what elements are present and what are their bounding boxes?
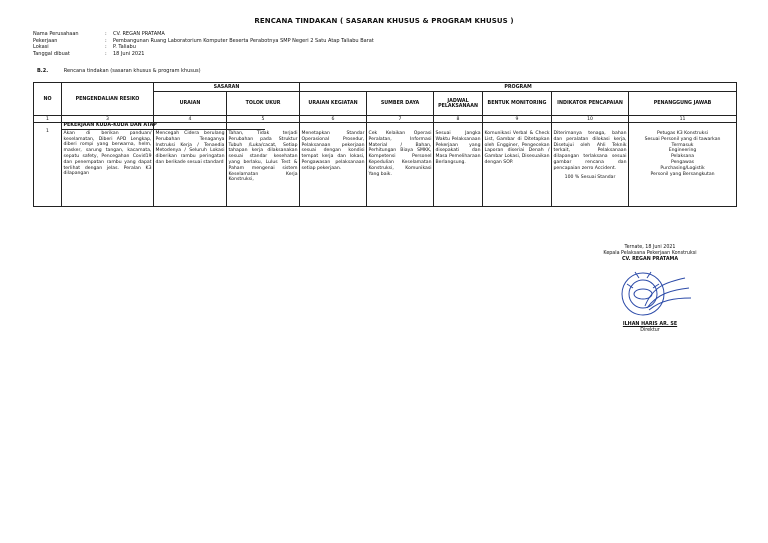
info-label: Tanggal dibuat [33, 50, 70, 57]
column-number: 7 [367, 116, 434, 123]
header-pengendalian: PENGENDALIAN RESIKO [62, 83, 154, 116]
cell-uraian-kegiatan [300, 123, 367, 207]
column-number: 1 [34, 116, 62, 123]
info-label: Nama Perusahaan [33, 31, 79, 37]
penanggung-item: Petugas K3 Konstruksi [657, 131, 708, 136]
column-number: 5 [227, 116, 300, 123]
column-number: 10 [552, 116, 629, 123]
cell-bentuk-monitoring [483, 123, 552, 207]
signature-block [560, 245, 740, 334]
penanggung-item: Personil yang Bersangkutan [650, 171, 715, 177]
tolok-ukur-text: Tahan, Tidak terjadi Perubahan pada Struktur Tubuh /Luka/cacat, Setiap tahapan kerja dilaksanakan sesuai standar kesehatan yang berlaku, Lulus Test & Paham mengenai sistem Keselamatan Kerja Konstruksi, [228, 131, 298, 183]
uraian-text: Mencegah Cidera berulang Perubahan Tenaganya Instruksi Kerja / Tenaedia Metodenya / Seluruh Lokasi diberikan rambu peringatan dan berikade sesuai standard [155, 131, 225, 165]
header-indikator: INDIKATOR PENCAPAIAN [552, 92, 629, 116]
signer-name: ILHAN HARIS AR. SE [622, 321, 678, 327]
info-row-date [33, 51, 374, 58]
indikator-text: Diterimanya tenaga, bahan dan peralatan dilokasi kerja, Disetujui oleh Ahli Teknik terkait, Pelaksanaan dilapangan terlaksana sesuai gambar rencana dan pencapaian zerro Accident. [553, 131, 627, 171]
header-uraian-kegiatan: URAIAN KEGIATAN [300, 92, 367, 116]
header-jadwal: JADWAL PELAKSANAAN [434, 92, 483, 116]
cell-uraian [154, 123, 227, 207]
cell-tolok-ukur [227, 123, 300, 207]
pengendalian-text: Akan di berikan panduan/ keselamatan, Diberi APD Lengkap, diberi rompi yang berwarna, helm, masker, sarung tangan, kacamata, sepatu safety, Pencegahan Covid19 dan penempatan rambu yang dapat terlihat dengan jelas. Peralan K3 dilapangan [63, 130, 152, 177]
column-number-row [34, 116, 737, 123]
header-sumber-daya: SUMBER DAYA [367, 92, 434, 116]
info-value: P. Taliabu [113, 44, 136, 51]
header-sasaran: SASARAN [154, 83, 300, 92]
row-subheading: PEKERJAAN KUDA-KUDA DAN ATAP [62, 123, 265, 130]
info-separator: : [105, 31, 107, 37]
bentuk-monitoring-text: Komunikasi Verbal & Check List, Gambar di Ditetapkan oleh Engginer, Pengecekan Laporan diseriai Denah / Gambar Lokasi, Disesuaikan dengan SOP. [484, 131, 550, 165]
header-uraian: URAIAN [154, 92, 227, 116]
info-value: Pembangunan Ruang Laboratorium Komputer Beserta Perabotnya SMP Negeri 2 Satu Atap Taliabu Barat [113, 37, 374, 44]
info-label: Lokasi [33, 44, 49, 51]
info-row-location [33, 44, 374, 51]
penanggung-item: Pengawas [670, 159, 695, 165]
signature-place-date: Ternate, 18 Juni 2021 [624, 245, 676, 250]
company-stamp [605, 264, 695, 324]
info-row-company [33, 31, 374, 38]
column-number: 11 [629, 116, 737, 123]
cell-indikator [552, 123, 629, 207]
uraian-kegiatan-text: Menetapkan Standar Operasional Prosedur, Pelaksanaan pekerjaan sesuai dengan kondisi tempat kerja dan lokasi, Pengawasan pelaksanaan setiap pekerjaan. [301, 131, 365, 171]
indikator-extra: 100 % Sesuai Standar [564, 174, 616, 180]
section-number: B.2. [37, 68, 49, 74]
penanggung-item: Engineering [668, 148, 697, 154]
penanggung-item: Sesuai Personil yang di tawarkan [644, 136, 721, 142]
penanggung-item: Termasuk [671, 142, 694, 148]
section-heading [37, 68, 201, 74]
cell-penanggung [629, 123, 737, 207]
column-number: 3 [62, 116, 154, 123]
signature-company: CV. REGAN PRATAMA [621, 257, 679, 263]
info-label: Pekerjaan [33, 37, 58, 44]
penanggung-item: Purchasing/Logistik [660, 165, 705, 171]
info-value: 18 Juni 2021 [113, 50, 145, 57]
column-number: 9 [483, 116, 552, 123]
header-tolok-ukur: TOLOK UKUR [227, 92, 300, 116]
info-separator: : [105, 50, 107, 57]
action-plan-table [33, 82, 737, 207]
header-program: PROGRAM [300, 83, 737, 92]
section-text: Rencana tindakan (sasaran khusus & program khusus) [63, 68, 201, 74]
cell-sumber-daya [367, 123, 434, 207]
table-row [34, 123, 737, 207]
info-separator: : [105, 44, 107, 51]
info-value: CV. REGAN PRATAMA [113, 31, 165, 37]
sumber-daya-text: Cek Kelaikan Operasi Peralatan, Informasi Material / Bahan, Perhitungan Biaya SMKK, Kompetensi Personel Kepedulian Keselamatan Konstruksi, Komunikasi Yang baik. [368, 131, 432, 177]
header-no: NO [34, 83, 62, 116]
penanggung-item: Pelaksana [670, 154, 695, 160]
column-number: 8 [434, 116, 483, 123]
signature-role: Kepala Pelaksana Pekerjaan Konstruksi [603, 251, 697, 257]
header-bentuk-monitoring: BENTUK MONITORING [483, 92, 552, 116]
cell-jadwal [434, 123, 483, 207]
column-number: 4 [154, 116, 227, 123]
info-row-work [33, 38, 374, 45]
header-penanggung: PENANGGUNG JAWAB [629, 92, 737, 116]
document-title: RENCANA TINDAKAN ( SASARAN KHUSUS & PROGRAM KHUSUS ) [254, 17, 514, 25]
stamp-seal-icon [605, 264, 695, 324]
cell-pengendalian [62, 123, 157, 207]
jadwal-text: Sesuai Jangka Waktu Pelaksanaan Pekerjaan yang disepakati dan Masa Pemeliharaan Berlangsung. [435, 131, 481, 165]
project-info [33, 31, 374, 57]
column-number: 6 [300, 116, 367, 123]
info-separator: : [105, 37, 107, 44]
signer-position: Direktur [640, 327, 660, 333]
row-number: 1 [34, 123, 62, 207]
